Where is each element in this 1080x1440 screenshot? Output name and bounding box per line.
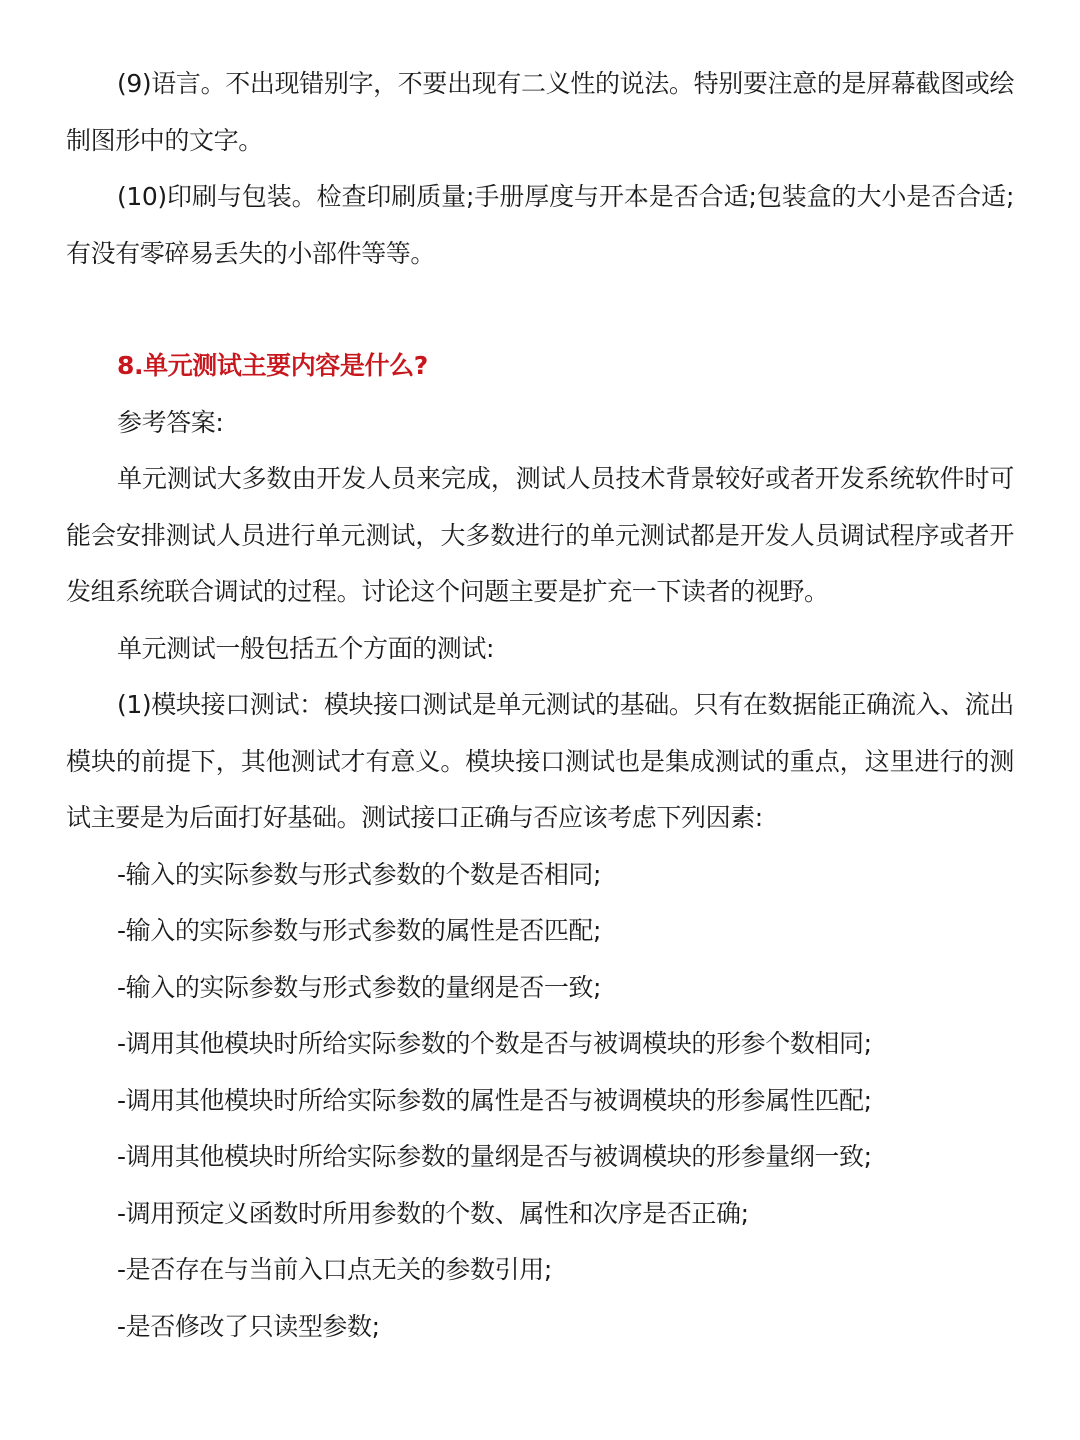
checklist-item: -调用其他模块时所给实际参数的量纲是否与被调模块的形参量纲一致; xyxy=(117,1142,872,1171)
checklist-item: -调用其他模块时所给实际参数的个数是否与被调模块的形参个数相同; xyxy=(117,1029,872,1058)
checklist-item: -是否存在与当前入口点无关的参数引用; xyxy=(117,1255,552,1284)
checklist-item: -输入的实际参数与形式参数的量纲是否一致; xyxy=(117,972,602,1002)
question-heading: 8.单元测试主要内容是什么? xyxy=(117,351,428,380)
paragraph-printing: (10)印刷与包装。检查印刷质量;手册厚度与开本是否合适;包装盒的大小是否合适;有没有零碎易丢失的小部件等等。 xyxy=(66,182,1014,268)
checklist-item: -是否修改了只读型参数; xyxy=(117,1311,380,1341)
checklist-item: -调用其他模块时所给实际参数的属性是否与被调模块的形参属性匹配; xyxy=(117,1085,872,1115)
answer-paragraph-interface-test: (1)模块接口测试：模块接口测试是单元测试的基础。只有在数据能正确流入、流出模块的前提下，其他测试才有意义。模块接口测试也是集成测试的重点，这里进行的测试主要是为后面打好基础。测试接口正确与否应该考虑下列因素: xyxy=(66,690,1014,832)
answer-paragraph-intro: 单元测试大多数由开发人员来完成，测试人员技术背景较好或者开发系统软件时可能会安排测试人员进行单元测试，大多数进行的单元测试都是开发人员调试程序或者开发组系统联合调试的过程。讨论这个问题主要是扩充一下读者的视野。 xyxy=(66,464,1014,606)
checklist-item: -调用预定义函数时所用参数的个数、属性和次序是否正确; xyxy=(117,1198,749,1228)
checklist-item: -输入的实际参数与形式参数的属性是否匹配; xyxy=(117,916,602,945)
section-spacer xyxy=(66,282,1014,338)
paragraph-language: (9)语言。不出现错别字，不要出现有二义性的说法。特别要注意的是屏幕截图或绘制图形中的文字。 xyxy=(66,69,1014,155)
checklist-item: -输入的实际参数与形式参数的个数是否相同; xyxy=(117,859,602,889)
answer-paragraph-five-aspects: 单元测试一般包括五个方面的测试: xyxy=(117,633,495,663)
answer-label: 参考答案: xyxy=(117,407,224,437)
